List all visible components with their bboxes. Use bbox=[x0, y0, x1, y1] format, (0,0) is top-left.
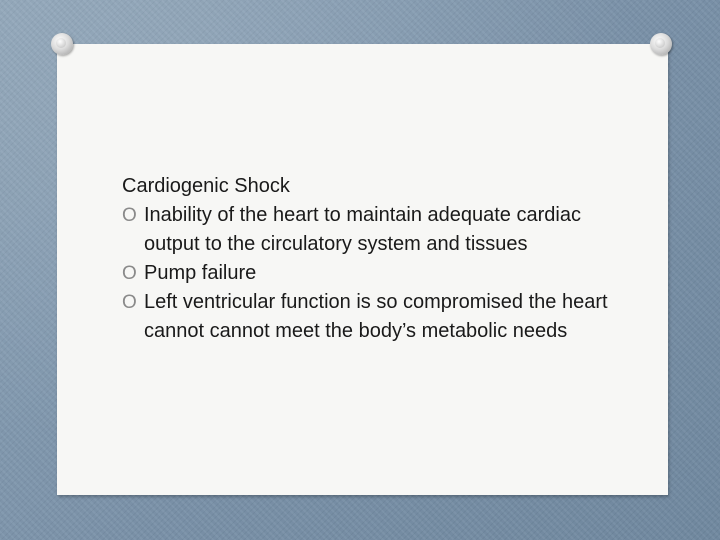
pushpin-icon bbox=[650, 33, 672, 55]
bullet-list bbox=[122, 201, 622, 346]
bullet-marker-icon: O bbox=[122, 263, 137, 284]
bullet-text: Pump failure bbox=[144, 262, 257, 284]
bullet-text: Inability of the heart to maintain adequate cardiac output to the circulatory system and tissues bbox=[144, 204, 581, 255]
bullet-item bbox=[122, 259, 622, 288]
slide-title: Cardiogenic Shock bbox=[122, 175, 290, 197]
bullet-item bbox=[122, 288, 622, 346]
bullet-marker-icon: O bbox=[122, 292, 137, 313]
pushpin-icon bbox=[51, 33, 73, 55]
slide-content bbox=[122, 172, 622, 346]
bullet-text: Left ventricular function is so compromised the heart cannot cannot meet the body’s metabolic needs bbox=[144, 291, 608, 342]
bullet-marker-icon: O bbox=[122, 205, 137, 226]
bullet-item bbox=[122, 201, 622, 259]
